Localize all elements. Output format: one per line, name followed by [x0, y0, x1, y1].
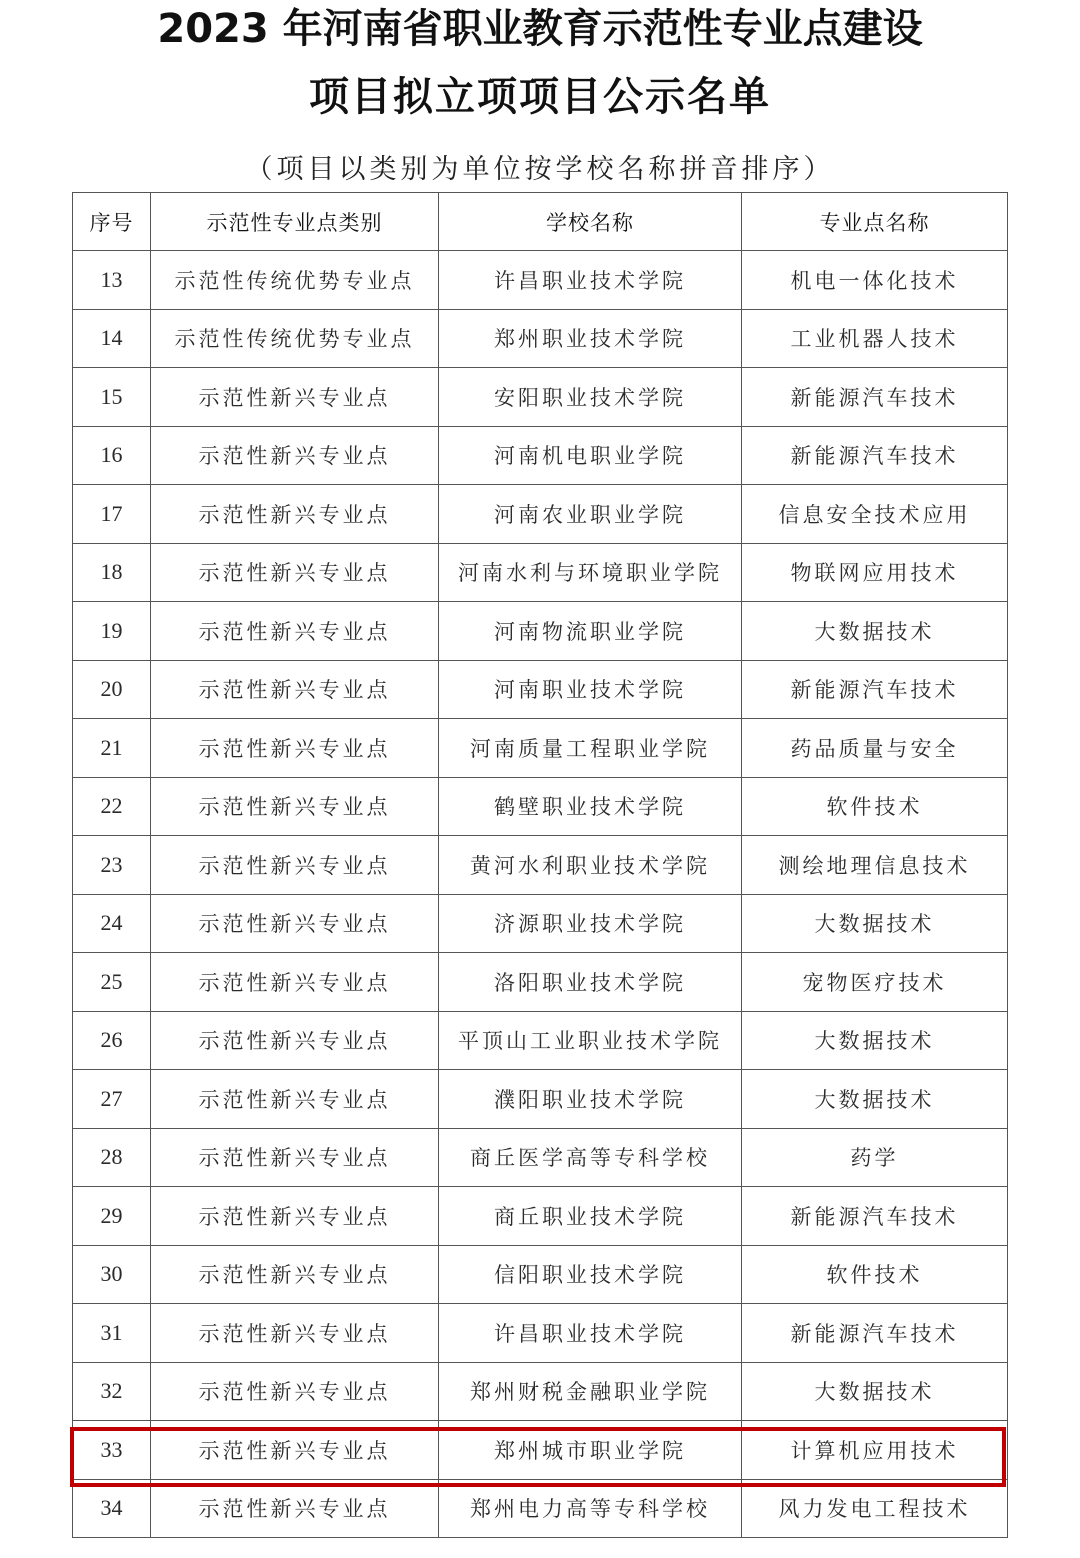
- cell-school: 商丘职业技术学院: [439, 1187, 742, 1246]
- cell-major: 软件技术: [742, 777, 1008, 836]
- cell-major: 风力发电工程技术: [742, 1479, 1008, 1538]
- cell-school: 平顶山工业职业技术学院: [439, 1011, 742, 1070]
- table-row: [73, 1187, 1008, 1246]
- cell-major: 大数据技术: [742, 1070, 1008, 1129]
- cell-category: 示范性新兴专业点: [151, 1245, 439, 1304]
- cell-major: 新能源汽车技术: [742, 426, 1008, 485]
- cell-school: 鹤壁职业技术学院: [439, 777, 742, 836]
- cell-major: 新能源汽车技术: [742, 660, 1008, 719]
- cell-school: 许昌职业技术学院: [439, 1304, 742, 1363]
- cell-category: 示范性新兴专业点: [151, 1070, 439, 1129]
- table-row: [73, 660, 1008, 719]
- cell-major: 计算机应用技术: [742, 1421, 1008, 1480]
- cell-number: 29: [73, 1187, 151, 1246]
- cell-number: 28: [73, 1128, 151, 1187]
- cell-school: 濮阳职业技术学院: [439, 1070, 742, 1129]
- cell-number: 34: [73, 1479, 151, 1538]
- table-row: [73, 543, 1008, 602]
- cell-number: 17: [73, 485, 151, 544]
- cell-major: 新能源汽车技术: [742, 1304, 1008, 1363]
- project-table: [72, 192, 1008, 1538]
- cell-category: 示范性新兴专业点: [151, 894, 439, 953]
- cell-school: 洛阳职业技术学院: [439, 953, 742, 1012]
- cell-number: 33: [73, 1421, 151, 1480]
- cell-category: 示范性传统优势专业点: [151, 251, 439, 310]
- cell-school: 许昌职业技术学院: [439, 251, 742, 310]
- header-category: 示范性专业点类别: [151, 193, 439, 251]
- cell-major: 物联网应用技术: [742, 543, 1008, 602]
- cell-school: 郑州职业技术学院: [439, 309, 742, 368]
- cell-category: 示范性新兴专业点: [151, 1479, 439, 1538]
- cell-school: 信阳职业技术学院: [439, 1245, 742, 1304]
- table-row: [73, 777, 1008, 836]
- cell-number: 15: [73, 368, 151, 427]
- cell-number: 14: [73, 309, 151, 368]
- cell-school: 郑州城市职业学院: [439, 1421, 742, 1480]
- cell-major: 新能源汽车技术: [742, 368, 1008, 427]
- cell-category: 示范性新兴专业点: [151, 719, 439, 778]
- cell-major: 信息安全技术应用: [742, 485, 1008, 544]
- table-row: [73, 894, 1008, 953]
- cell-school: 郑州财税金融职业学院: [439, 1362, 742, 1421]
- cell-number: 16: [73, 426, 151, 485]
- cell-major: 药学: [742, 1128, 1008, 1187]
- table-row: [73, 602, 1008, 661]
- cell-school: 河南职业技术学院: [439, 660, 742, 719]
- table-header-row: [73, 193, 1008, 251]
- table-row: [73, 251, 1008, 310]
- table-row: [73, 485, 1008, 544]
- subtitle: （项目以类别为单位按学校名称拼音排序）: [245, 154, 835, 185]
- table-row: [73, 953, 1008, 1012]
- cell-category: 示范性新兴专业点: [151, 1304, 439, 1363]
- cell-number: 27: [73, 1070, 151, 1129]
- cell-category: 示范性新兴专业点: [151, 1362, 439, 1421]
- cell-category: 示范性新兴专业点: [151, 836, 439, 895]
- cell-category: 示范性新兴专业点: [151, 485, 439, 544]
- cell-major: 药品质量与安全: [742, 719, 1008, 778]
- table-row: [73, 1245, 1008, 1304]
- cell-number: 26: [73, 1011, 151, 1070]
- cell-number: 23: [73, 836, 151, 895]
- table-row: [73, 1070, 1008, 1129]
- title-line-2: 项目拟立项项目公示名单: [309, 74, 771, 120]
- cell-number: 18: [73, 543, 151, 602]
- cell-category: 示范性新兴专业点: [151, 777, 439, 836]
- table-row: [73, 368, 1008, 427]
- cell-major: 大数据技术: [742, 602, 1008, 661]
- cell-major: 大数据技术: [742, 1011, 1008, 1070]
- cell-number: 24: [73, 894, 151, 953]
- cell-category: 示范性新兴专业点: [151, 1187, 439, 1246]
- cell-major: 大数据技术: [742, 894, 1008, 953]
- cell-school: 河南质量工程职业学院: [439, 719, 742, 778]
- cell-category: 示范性新兴专业点: [151, 1011, 439, 1070]
- cell-category: 示范性新兴专业点: [151, 660, 439, 719]
- cell-school: 黄河水利职业技术学院: [439, 836, 742, 895]
- table-row: [73, 309, 1008, 368]
- cell-number: 30: [73, 1245, 151, 1304]
- header-major: 专业点名称: [742, 193, 1008, 251]
- cell-category: 示范性传统优势专业点: [151, 309, 439, 368]
- cell-number: 19: [73, 602, 151, 661]
- cell-number: 22: [73, 777, 151, 836]
- cell-number: 20: [73, 660, 151, 719]
- cell-school: 商丘医学高等专科学校: [439, 1128, 742, 1187]
- header-school: 学校名称: [439, 193, 742, 251]
- cell-school: 河南农业职业学院: [439, 485, 742, 544]
- cell-school: 郑州电力高等专科学校: [439, 1479, 742, 1538]
- cell-major: 软件技术: [742, 1245, 1008, 1304]
- cell-category: 示范性新兴专业点: [151, 543, 439, 602]
- table-row: [73, 836, 1008, 895]
- cell-category: 示范性新兴专业点: [151, 953, 439, 1012]
- cell-school: 安阳职业技术学院: [439, 368, 742, 427]
- cell-number: 21: [73, 719, 151, 778]
- cell-category: 示范性新兴专业点: [151, 1128, 439, 1187]
- table-row: [73, 719, 1008, 778]
- cell-number: 31: [73, 1304, 151, 1363]
- table-row: [73, 1011, 1008, 1070]
- cell-category: 示范性新兴专业点: [151, 426, 439, 485]
- table-row: [73, 1128, 1008, 1187]
- cell-major: 机电一体化技术: [742, 251, 1008, 310]
- cell-school: 河南物流职业学院: [439, 602, 742, 661]
- cell-major: 新能源汽车技术: [742, 1187, 1008, 1246]
- cell-school: 河南机电职业学院: [439, 426, 742, 485]
- cell-major: 测绘地理信息技术: [742, 836, 1008, 895]
- cell-major: 大数据技术: [742, 1362, 1008, 1421]
- table-row-highlighted: [73, 1421, 1008, 1480]
- table-row: [73, 426, 1008, 485]
- cell-school: 济源职业技术学院: [439, 894, 742, 953]
- cell-number: 32: [73, 1362, 151, 1421]
- cell-category: 示范性新兴专业点: [151, 368, 439, 427]
- title-line-1: 2023 年河南省职业教育示范性专业点建设: [157, 6, 923, 52]
- header-number: 序号: [73, 193, 151, 251]
- cell-number: 13: [73, 251, 151, 310]
- cell-number: 25: [73, 953, 151, 1012]
- table-row: [73, 1362, 1008, 1421]
- cell-school: 河南水利与环境职业学院: [439, 543, 742, 602]
- cell-major: 工业机器人技术: [742, 309, 1008, 368]
- table-row: [73, 1479, 1008, 1538]
- cell-category: 示范性新兴专业点: [151, 602, 439, 661]
- cell-category: 示范性新兴专业点: [151, 1421, 439, 1480]
- cell-major: 宠物医疗技术: [742, 953, 1008, 1012]
- table-row: [73, 1304, 1008, 1363]
